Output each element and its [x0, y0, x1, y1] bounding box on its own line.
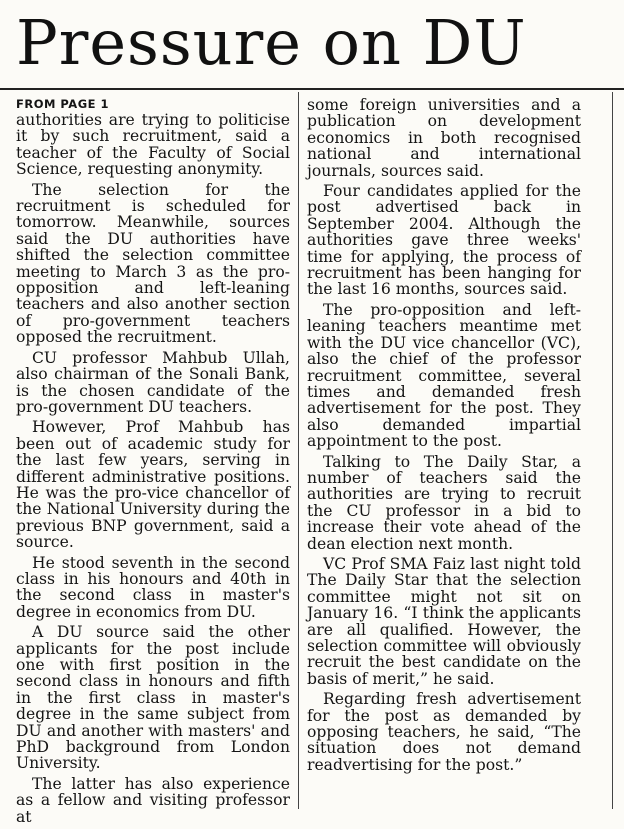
paragraph: A DU source said the other applicants for the post include one with first position in the second class in honours and fifth in the first class in master's degree in the same subject from DU and another with masters' and PhD background from London University.: [16, 623, 290, 773]
continuation-kicker: FROM PAGE 1: [16, 97, 110, 111]
paragraph: However, Prof Mahbub has been out of academic study for the last few years, serving in different administrative positions. He was the pro-vice chancellor of the National University during the previous BNP government, said a source.: [16, 418, 290, 552]
paragraph: authorities are trying to politicise it by such recruitment, said a teacher of the Faculty of Social Science, requesting anonymity.: [16, 111, 290, 179]
paragraph: Talking to The Daily Star, a number of teachers said the authorities are trying to recruit the CU professor in a bid to increase their vote ahead of the dean election next month.: [307, 452, 581, 553]
paragraph: some foreign universities and a publication on development economics in both recognised national and international journals, sources said.: [307, 96, 581, 180]
paragraph: Regarding fresh advertisement for the post as demanded by opposing teachers, he said, “The situation does not demand readvertising for the post.”: [307, 690, 581, 774]
paragraph: The pro-opposition and left-leaning teachers meantime met with the DU vice chancellor (VC), also the chief of the professor recruitment committee, several times and demanded fresh advertisement for the post. They also demanded impartial appointment to the post.: [307, 300, 581, 451]
paragraph: Four candidates applied for the post advertised back in September 2004. Although the authorities gave three weeks' time for applying, the process of recruitment has been hanging for the last 16 months, sources said.: [307, 182, 581, 299]
paragraph: The selection for the recruitment is scheduled for tomorrow. Meanwhile, sources said the DU authorities have shifted the selection committee meeting to March 3 as the pro-opposition and left-leaning teachers and also another section of pro-government teachers opposed the recruitment.: [16, 180, 290, 347]
paragraph: CU professor Mahbub Ullah, also chairman of the Sonali Bank, is the chosen candidate of the pro-government DU teachers.: [16, 348, 290, 416]
headline-rule: [0, 88, 624, 90]
paragraph: He stood seventh in the second class in his honours and 40th in the second class in master's degree in economics from DU.: [16, 553, 290, 621]
paragraph: VC Prof SMA Faiz last night told The Daily Star that the selection committee might not sit on January 16. “I think the applicants are all qualified. However, the selection committee will obviously recruit the best candidate on the basis of merit,” he said.: [307, 554, 581, 688]
left-column: [16, 97, 290, 829]
paragraph: The latter has also experience as a fellow and visiting professor at: [16, 774, 290, 826]
right-column: [307, 97, 581, 777]
right-border: [612, 92, 613, 809]
headline: Pressure on DU: [16, 6, 527, 79]
column-divider: [298, 92, 299, 809]
